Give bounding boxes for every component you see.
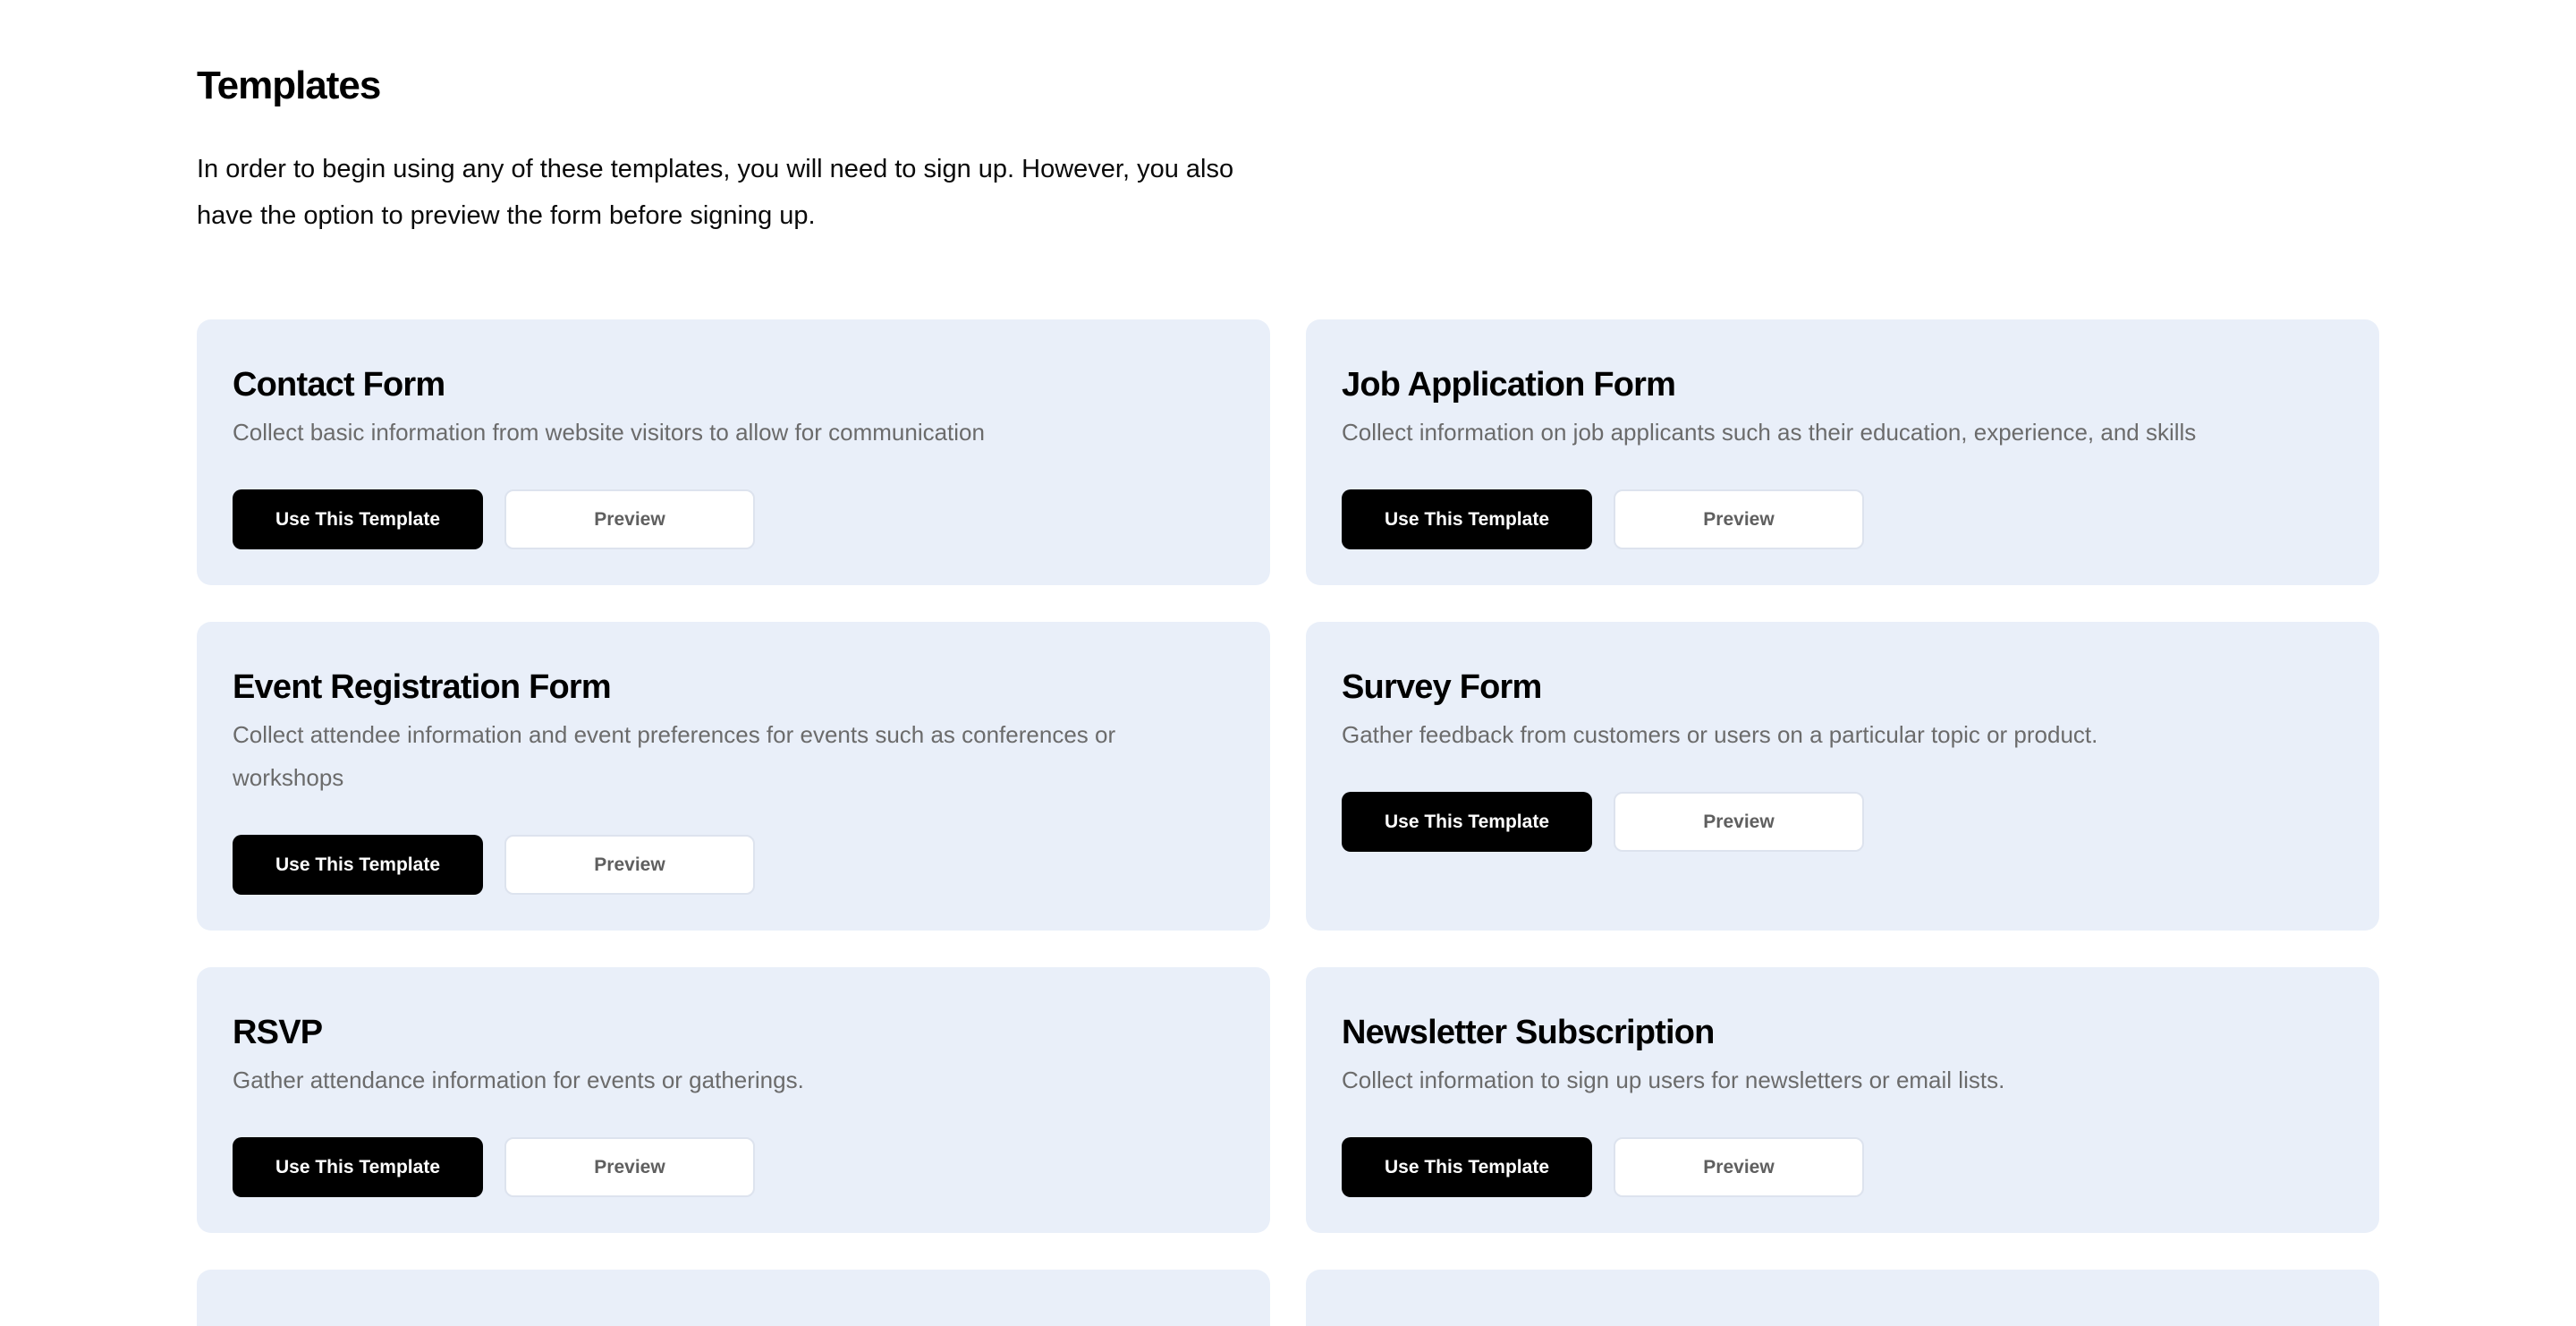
template-card-partial — [1306, 1270, 2379, 1326]
template-title: Survey Form — [1342, 668, 1542, 706]
use-template-button[interactable]: Use This Template — [233, 489, 483, 549]
template-actions — [1342, 792, 2343, 852]
template-actions — [233, 489, 1234, 549]
template-description: Gather feedback from customers or users on a particular topic or product. — [1342, 721, 2098, 748]
template-card-partial — [197, 1270, 1270, 1326]
page-title: Templates — [197, 64, 381, 107]
template-description: Collect basic information from website visitors to allow for communication — [233, 419, 985, 446]
template-description: Collect information on job applicants such as their education, experience, and skills — [1342, 419, 2197, 446]
template-description: Collect information to sign up users for newsletters or email lists. — [1342, 1067, 2005, 1093]
use-template-button[interactable]: Use This Template — [1342, 489, 1592, 549]
template-actions — [233, 835, 1234, 895]
template-card-newsletter-subscription — [1306, 967, 2379, 1233]
use-template-button[interactable]: Use This Template — [1342, 1137, 1592, 1197]
template-title: Event Registration Form — [233, 668, 611, 706]
preview-button[interactable]: Preview — [1614, 792, 1864, 852]
preview-button[interactable]: Preview — [504, 835, 755, 895]
preview-button[interactable]: Preview — [1614, 489, 1864, 549]
intro-text: In order to begin using any of these templates, you will need to sign up. However, you also have the option to preview the form before signing up. — [197, 155, 1234, 230]
template-title: Job Application Form — [1342, 366, 1676, 404]
template-description: Collect attendee information and event preferences for events such as conferences or workshops — [233, 721, 1116, 791]
template-title: RSVP — [233, 1014, 323, 1051]
template-card-rsvp — [197, 967, 1270, 1233]
template-card-contact-form — [197, 319, 1270, 585]
template-card-survey-form — [1306, 622, 2379, 931]
template-actions — [1342, 489, 2343, 549]
template-title: Contact Form — [233, 366, 445, 404]
preview-button[interactable]: Preview — [504, 489, 755, 549]
template-grid — [197, 319, 2379, 1326]
template-card-job-application-form — [1306, 319, 2379, 585]
use-template-button[interactable]: Use This Template — [233, 1137, 483, 1197]
template-title: Newsletter Subscription — [1342, 1014, 1715, 1051]
template-actions — [1342, 1137, 2343, 1197]
preview-button[interactable]: Preview — [1614, 1137, 1864, 1197]
template-card-event-registration-form — [197, 622, 1270, 931]
template-description: Gather attendance information for events or gatherings. — [233, 1067, 804, 1093]
use-template-button[interactable]: Use This Template — [1342, 792, 1592, 852]
template-actions — [233, 1137, 1234, 1197]
use-template-button[interactable]: Use This Template — [233, 835, 483, 895]
preview-button[interactable]: Preview — [504, 1137, 755, 1197]
